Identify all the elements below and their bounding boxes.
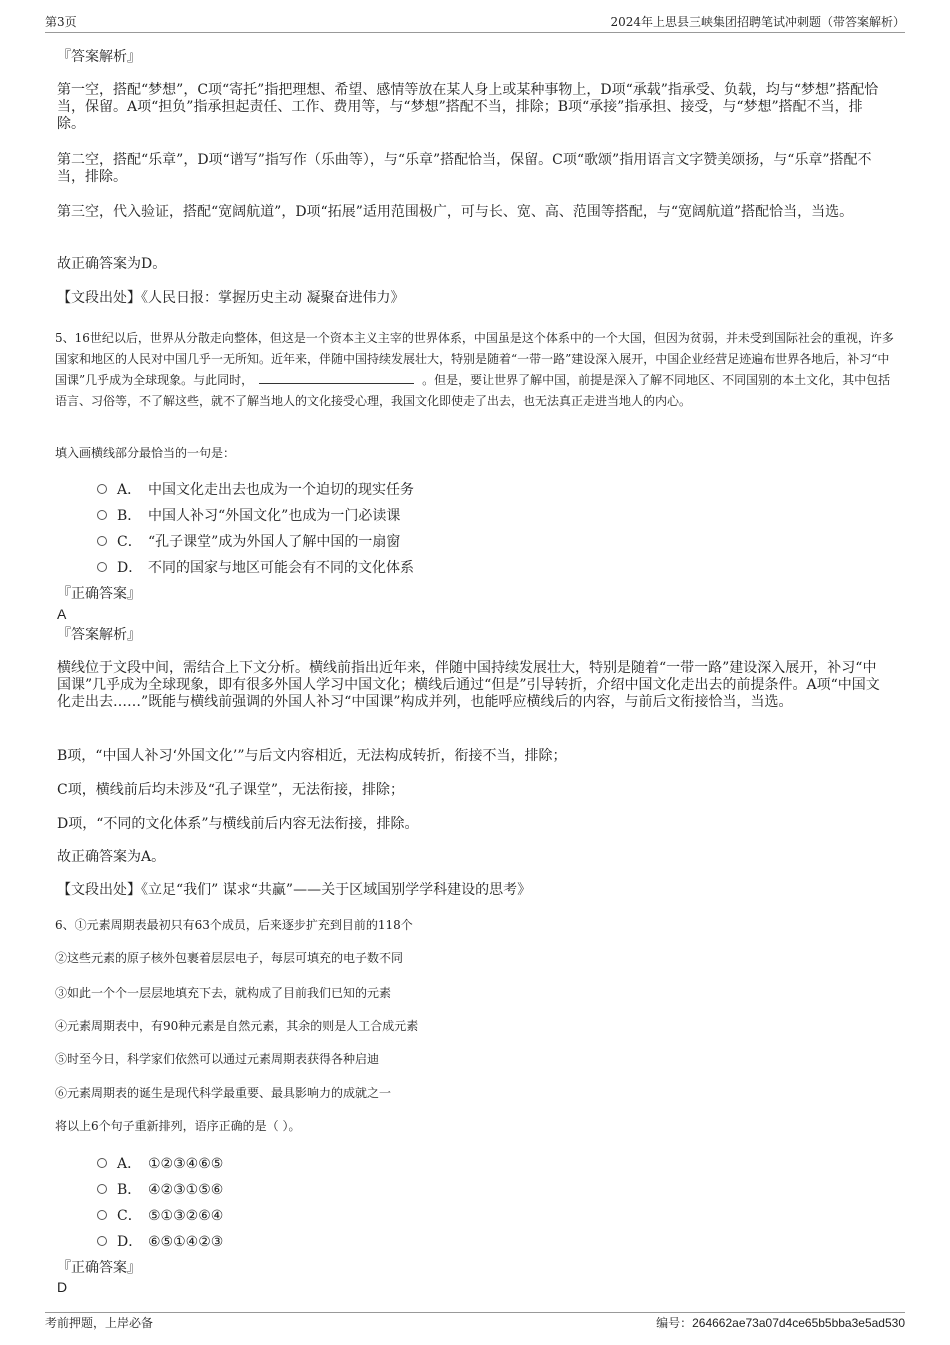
radio-icon[interactable]	[97, 562, 107, 572]
analysis-label: 『答案解析』	[57, 627, 141, 643]
analysis-paragraph: D项，“不同的文化体系”与横线前后内容无法衔接，排除。	[57, 816, 419, 832]
option-text: 不同的国家与地区可能会有不同的文化体系	[148, 560, 414, 576]
radio-icon[interactable]	[97, 536, 107, 546]
correct-answer: A	[57, 606, 67, 622]
analysis-paragraph: C项，横线前后均未涉及“孔子课堂”，无法衔接，排除；	[57, 782, 405, 798]
question-stem-part: 。但是，要让世界了解中国，前提是深入了解不同地区、不同国别的本土文化，其中包括语言、习俗等，不了解这些，就不了解当地人的文化接受心理，我国文化即使走了出去，也无法真正走进当地人的内心。	[55, 373, 891, 408]
question-6-sentence: ⑤时至今日，科学家们依然可以通过元素周期表获得各种启迪	[55, 1052, 380, 1066]
option-key: C．	[117, 1208, 142, 1224]
radio-icon[interactable]	[97, 1158, 107, 1168]
source-citation: 【文段出处】《立足“我们” 谋求“共赢”——关于区域国别学学科建设的思考》	[57, 882, 532, 898]
radio-icon[interactable]	[97, 510, 107, 520]
option-d[interactable]	[97, 1233, 223, 1251]
question-6-sentence: ④元素周期表中，有90种元素是自然元素，其余的则是人工合成元素	[55, 1019, 419, 1033]
option-c[interactable]	[97, 533, 400, 551]
page-number: 第3页	[45, 15, 77, 29]
option-text: 中国文化走出去也成为一个迫切的现实任务	[148, 482, 414, 498]
analysis-conclusion: 故正确答案为D。	[57, 256, 167, 272]
analysis-conclusion: 故正确答案为A。	[57, 849, 166, 865]
correct-answer: D	[57, 1279, 68, 1295]
option-a[interactable]	[97, 481, 414, 499]
question-6-sentence: 6、①元素周期表最初只有63个成员，后来逐步扩充到目前的118个	[55, 918, 413, 932]
option-key: A．	[117, 482, 142, 498]
option-b[interactable]	[97, 507, 400, 525]
option-a[interactable]	[97, 1155, 223, 1173]
option-key: A．	[117, 1156, 142, 1172]
option-b[interactable]	[97, 1181, 223, 1199]
option-key: C．	[117, 534, 142, 550]
fill-blank	[259, 371, 414, 384]
radio-icon[interactable]	[97, 1184, 107, 1194]
analysis-paragraph: 第三空，代入验证，搭配“宽阔航道”，D项“拓展”适用范围极广，可与长、宽、高、范围等搭配，与“宽阔航道”搭配恰当，当选。	[57, 204, 854, 220]
option-d[interactable]	[97, 559, 414, 577]
radio-icon[interactable]	[97, 484, 107, 494]
option-text: ⑤①③②⑥④	[148, 1208, 224, 1224]
correct-answer-label: 『正确答案』	[57, 1260, 141, 1276]
radio-icon[interactable]	[97, 1210, 107, 1220]
question-prompt: 将以上6个句子重新排列，语序正确的是（ ）。	[55, 1119, 301, 1133]
footer-slogan: 考前押题，上岸必备	[45, 1316, 154, 1330]
analysis-label: 『答案解析』	[57, 49, 141, 65]
correct-answer-label: 『正确答案』	[57, 586, 141, 602]
question-prompt: 填入画横线部分最恰当的一句是：	[55, 446, 236, 460]
option-c[interactable]	[97, 1207, 223, 1225]
option-text: 中国人补习“外国文化”也成为一门必读课	[148, 508, 401, 524]
code-value: 264662ae73a07d4ce65b5bba3e5ad530	[692, 1316, 905, 1330]
option-key: B．	[117, 1182, 142, 1198]
option-key: D．	[117, 1234, 143, 1250]
analysis-paragraph: 第一空，搭配“梦想”，C项“寄托”指把理想、希望、感情等放在某人身上或某种事物上，D项“承载”指承受、负载，均与“梦想”搭配恰当，保留。A项“担负”指承担起责任、工作、费用等，与“梦想”搭配不当，排除；B项“承接”指承担、接受，与“梦想”搭配不当，排除。	[57, 82, 879, 132]
question-6-sentence: ③如此一个个一层层地填充下去，就构成了目前我们已知的元素	[55, 986, 392, 1000]
option-key: B．	[117, 508, 142, 524]
code-label: 编号：	[656, 1316, 693, 1330]
option-text: ①②③④⑥⑤	[148, 1156, 224, 1172]
source-citation: 【文段出处】《人民日报：掌握历史主动 凝聚奋进伟力》	[57, 290, 405, 306]
option-key: D．	[117, 560, 143, 576]
analysis-paragraph: 横线位于文段中间，需结合上下文分析。横线前指出近年来，伴随中国持续发展壮大，特别是随着“一带一路”建设深入展开，补习“中国课”几乎成为全球现象，即有很多外国人学习中国文化；横线后通过“但是”引导转折，介绍中国文化走出去的前提条件。A项“中国文化走出去……”既能与横线前强调的外国人补习“中国课”构成并列，也能呼应横线后的内容，与前后文衔接恰当，当选。	[57, 660, 880, 710]
document-title: 2024年上思县三峡集团招聘笔试冲刺题（带答案解析）	[610, 15, 905, 29]
question-stem-part: 5、16世纪以后，世界从分散走向整体，但这是一个资本主义主宰的世界体系，中国虽是这个体系中的一个大国，但因为贫弱，并未受到国际社会的重视，许多国家和地区的人民对中国几乎一无所知。近年来，伴随中国持续发展壮大，特别是随着“一带一路”建设深入展开，中国企业经营足迹遍布世界各地后，补习“中国课”几乎成为全球现象。与此同时，	[55, 331, 894, 387]
page-footer	[45, 1312, 905, 1335]
radio-icon[interactable]	[97, 1236, 107, 1246]
document-code	[656, 1313, 905, 1333]
question-5-stem	[55, 328, 900, 412]
question-6-sentence: ②这些元素的原子核外包裹着层层电子，每层可填充的电子数不同	[55, 951, 404, 965]
option-text: ④②③①⑤⑥	[148, 1182, 224, 1198]
question-6-sentence: ⑥元素周期表的诞生是现代科学最重要、最具影响力的成就之一	[55, 1086, 392, 1100]
option-text: ⑥⑤①④②③	[148, 1234, 224, 1250]
analysis-paragraph: B项，“中国人补习‘外国文化’”与后文内容相近，无法构成转折，衔接不当，排除；	[57, 748, 567, 764]
analysis-paragraph: 第二空，搭配“乐章”，D项“谱写”指写作（乐曲等），与“乐章”搭配恰当，保留。C项“歌颂”指用语言文字赞美颂扬，与“乐章”搭配不当，排除。	[57, 152, 872, 185]
page-header	[45, 12, 905, 33]
option-text: “孔子课堂”成为外国人了解中国的一扇窗	[148, 534, 401, 550]
